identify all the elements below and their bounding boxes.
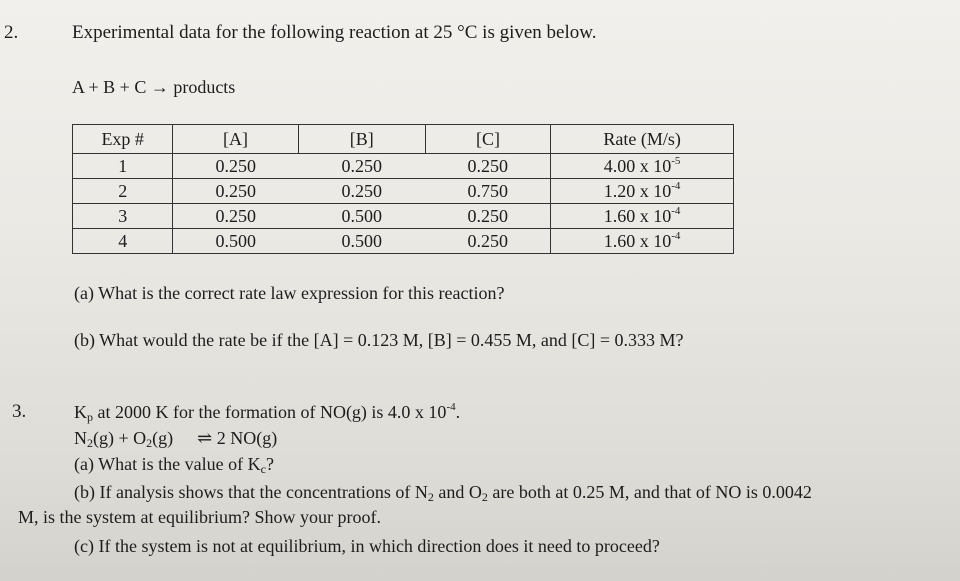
table-header-row: [73, 125, 734, 154]
cell-a: 0.500: [173, 229, 298, 254]
cell-exp: 4: [73, 229, 173, 254]
cell-b: 0.250: [298, 154, 425, 179]
n2-subscript: 2: [427, 490, 434, 504]
rate-exponent: -4: [671, 205, 681, 217]
cell-b: 0.500: [298, 204, 425, 229]
question-3b-line-1: [74, 482, 812, 503]
cell-a: 0.250: [173, 204, 298, 229]
cell-c: 0.250: [425, 229, 550, 254]
header-rate: Rate (M/s): [551, 125, 734, 154]
cell-rate: [551, 229, 734, 254]
cell-rate: [551, 154, 734, 179]
reaction-equation: A + B + C → products: [72, 77, 236, 97]
q3a-end: ?: [265, 454, 274, 474]
cell-rate: [551, 179, 734, 204]
table-row: [73, 229, 734, 254]
kp-exponent: -4: [446, 401, 456, 413]
q3b-text-1: (b) If analysis shows that the concentrations of N: [74, 482, 428, 502]
cell-exp: 2: [73, 179, 173, 204]
question-2a: (a) What is the correct rate law expression for this reaction?: [74, 283, 505, 303]
rate-mantissa: 1.60 x 10: [603, 231, 672, 251]
table-row: [73, 154, 734, 179]
q3b-text-3: are both at 0.25 M, and that of NO is 0.0042: [487, 482, 812, 502]
cell-c: 0.750: [425, 179, 550, 204]
kc-subscript: c: [260, 462, 266, 476]
cell-b: 0.250: [298, 179, 425, 204]
eq-mid: (g) + O: [93, 428, 147, 448]
question-3b-line-2: M, is the system at equilibrium? Show your proof.: [18, 507, 381, 527]
eq-g: (g): [152, 428, 174, 448]
rate-exponent: -5: [671, 155, 681, 167]
kp-subscript: p: [87, 410, 93, 424]
kp-period: .: [455, 402, 461, 422]
cell-exp: 1: [73, 154, 173, 179]
kp-text: at 2000 K for the formation of NO(g) is 4.0 x 10: [93, 402, 447, 422]
cell-a: 0.250: [173, 179, 298, 204]
question-3c: (c) If the system is not at equilibrium, in which direction does it need to proceed?: [74, 536, 660, 556]
cell-exp: 3: [73, 204, 173, 229]
eq-product: 2 NO(g): [212, 428, 278, 448]
question-3a: [74, 454, 274, 475]
question-2b: (b) What would the rate be if the [A] = 0.123 M, [B] = 0.455 M, and [C] = 0.333 M?: [74, 330, 684, 350]
eq-o-subscript: 2: [146, 436, 153, 450]
rate-exponent: -4: [671, 180, 681, 192]
rate-mantissa: 1.60 x 10: [603, 206, 672, 226]
cell-rate: [551, 204, 734, 229]
eq-n: N: [74, 428, 87, 448]
cell-c: 0.250: [425, 204, 550, 229]
q3b-text-2: and O: [433, 482, 482, 502]
table-row: [73, 179, 734, 204]
equilibrium-equation: [74, 428, 277, 449]
header-a: [A]: [173, 125, 298, 154]
equilibrium-arrow-icon: ⇌: [197, 428, 213, 448]
question-3-kp-statement: [74, 402, 460, 423]
rate-exponent: -4: [671, 230, 681, 242]
eq-n-subscript: 2: [87, 436, 93, 450]
cell-b: 0.500: [298, 229, 425, 254]
header-c: [C]: [425, 125, 550, 154]
header-exp: Exp #: [73, 125, 173, 154]
cell-a: 0.250: [173, 154, 298, 179]
kp-symbol: K: [74, 402, 87, 422]
q3a-text: (a) What is the value of K: [74, 454, 261, 474]
table-row: [73, 204, 734, 229]
rate-mantissa: 1.20 x 10: [603, 181, 672, 201]
rate-data-table: [72, 124, 734, 254]
question-2-intro: Experimental data for the following reaction at 25 °C is given below.: [72, 22, 597, 43]
question-3-number: 3.: [12, 401, 27, 422]
rate-mantissa: 4.00 x 10: [603, 156, 672, 176]
question-2-number: 2.: [4, 22, 19, 43]
cell-c: 0.250: [425, 154, 550, 179]
header-b: [B]: [298, 125, 425, 154]
o2-subscript: 2: [481, 490, 488, 504]
